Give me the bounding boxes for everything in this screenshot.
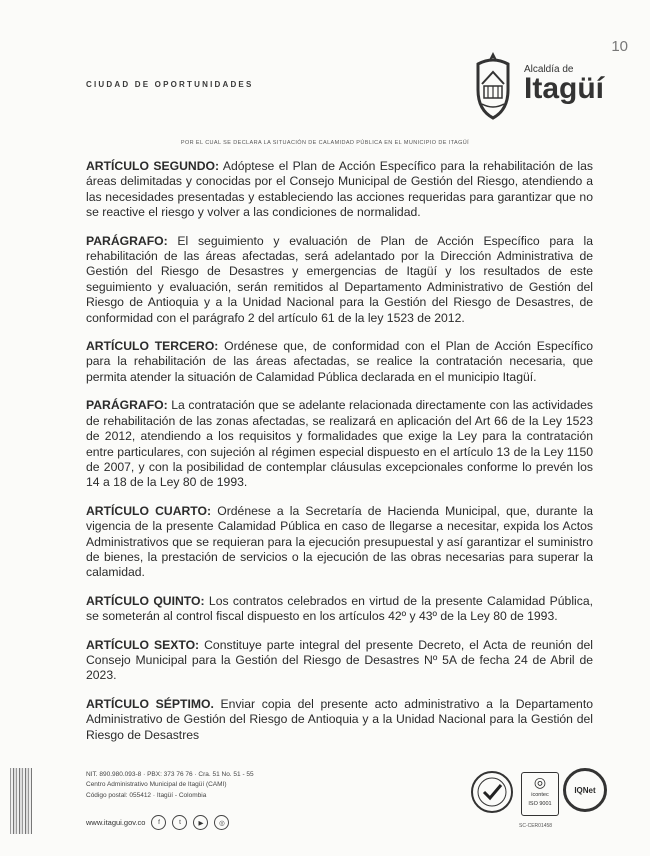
footer-web [86,815,229,830]
facebook-icon[interactable]: f [151,815,166,830]
website-link[interactable]: www.itagui.gov.co [86,818,146,827]
article-paragraph [86,398,593,490]
article-paragraph [86,638,593,684]
twitter-icon[interactable]: t [172,815,187,830]
article-heading: ARTÍCULO SEGUNDO: [86,159,220,173]
certification-seal-icon [470,770,514,814]
alcaldia-logo [470,50,620,130]
article-heading: ARTÍCULO CUARTO: [86,503,212,518]
icontec-label: icontec [531,792,549,798]
article-heading: ARTÍCULO QUINTO: [86,593,205,608]
article-paragraph [86,594,593,625]
document-body [86,159,593,756]
iqnet-label: IQNet [574,785,596,795]
article-paragraph [86,339,593,385]
article-heading: PARÁGRAFO: [86,233,168,248]
article-text: La contratación que se adelante relacionada directamente con las actividades de rehabilitación de las zonas afectadas, se realizará en aplicación del Art 66 de la Ley 1523 de 2012, atendiendo a los requisitos y formalidades que exige la Ley para la contratación entre particulares, con sujeción al régimen especial dispuesto en el artículo 13 de la Ley 1150 de 2007, y con la posibilidad de contemplar cláusulas excepcionales conforme lo prevén los 14 a 18 de la Ley 80 de 1993. [86,398,593,490]
footer-postal-line: Código postal: 055412 · Itagüí - Colombia [86,791,207,799]
article-paragraph [86,504,593,581]
article-heading: ARTÍCULO SÉPTIMO. [86,696,214,711]
margin-barcode [10,768,32,834]
footer-address-line: Centro Administrativo Municipal de Itagüí (CAMI) [86,781,227,789]
article-heading: ARTÍCULO SEXTO: [86,637,200,652]
article-text: El seguimiento y evaluación de Plan de Acción Específico para la rehabilitación de las áreas afectadas, será adelantado por la Dirección Administrativa de Gestión del Riesgo de Desastres y emergencias de Itagüí y los resultados de este seguimiento y evaluación, serán remitidos al Departamento Administrativo de Gestión del Riesgo de Antioquia y a la Unidad Nacional para la Gestión del Riesgo de Desastres, de conformidad con el parágrafo 2 del artículo 61 de la ley 1523 de 2012. [86,233,593,325]
youtube-icon[interactable]: ▶ [193,815,208,830]
footer-contact [86,770,254,801]
instagram-icon[interactable]: ◎ [214,815,229,830]
iqnet-logo [563,768,607,812]
page-number: 10 [611,38,628,55]
icontec-logo [521,772,559,816]
article-paragraph [86,697,593,743]
certificate-code: SC-CER01458 [519,823,553,829]
article-text: Ordénese que, de conformidad con el Plan de Acción Específico para la rehabilitación de las áreas afectadas, se realice la contratación necesaria, que permita atender la situación de Calamidad Pública declarada en el municipio Itagüí. [86,339,593,384]
icontec-icon: ◎ [533,774,547,790]
article-heading: ARTÍCULO TERCERO: [86,339,219,354]
city-motto: CIUDAD DE OPORTUNIDADES [86,80,254,89]
article-text: Los contratos celebrados en virtud de la presente Calamidad Pública, se someterán al control fiscal dispuesto en los artículos 42º y 43º de la Ley 80 de 1993. [86,593,593,624]
article-paragraph [86,159,593,221]
decree-subtitle: POR EL CUAL SE DECLARA LA SITUACIÓN DE CALAMIDAD PÚBLICA EN EL MUNICIPIO DE ITAGÜÍ [180,140,470,146]
coat-of-arms-icon [470,50,516,120]
article-text: Adóptese el Plan de Acción Específico para la rehabilitación de las áreas delimitadas y conocidas por el Consejo Municipal de Gestión del Riesgo, atendiendo a las necesidades presentadas y estableciendo las acciones requeridas para garantizar que no se reactive el riesgo y volver a las condiciones de normalidad. [86,159,593,220]
article-text: Ordénese a la Secretaría de Hacienda Municipal, que, durante la vigencia de la presente Calamidad Pública en caso de llegarse a necesitar, expida los Actos Administrativos que se requieran para la ejecución presupuestal y así garantizar el suministro de bienes, la prestación de servicios o la ejecución de las obras necesarias para superar la calamidad. [86,503,593,580]
article-text: Constituye parte integral del presente Decreto, el Acta de reunión del Consejo Municipal para la Gestión del Riesgo de Desastres Nº 5A de fecha 24 de Abril de 2023. [86,637,593,683]
article-text: Enviar copia del presente acto administrativo a la Departamento Administrativo de Gestión del Riesgo de Antioquia y a la Unidad Nacional para la Gestión del Riesgo de Desastres [86,696,593,742]
logo-caption: Alcaldía de [524,64,574,75]
article-paragraph [86,234,593,326]
iso-label: ISO 9001 [528,801,552,807]
logo-title: Itagüí [524,72,604,105]
footer-nit-line: NIT. 890.980.093-8 · PBX: 373 76 76 · Cra. 51 No. 51 - 55 [86,771,254,778]
article-heading: PARÁGRAFO: [86,398,168,413]
